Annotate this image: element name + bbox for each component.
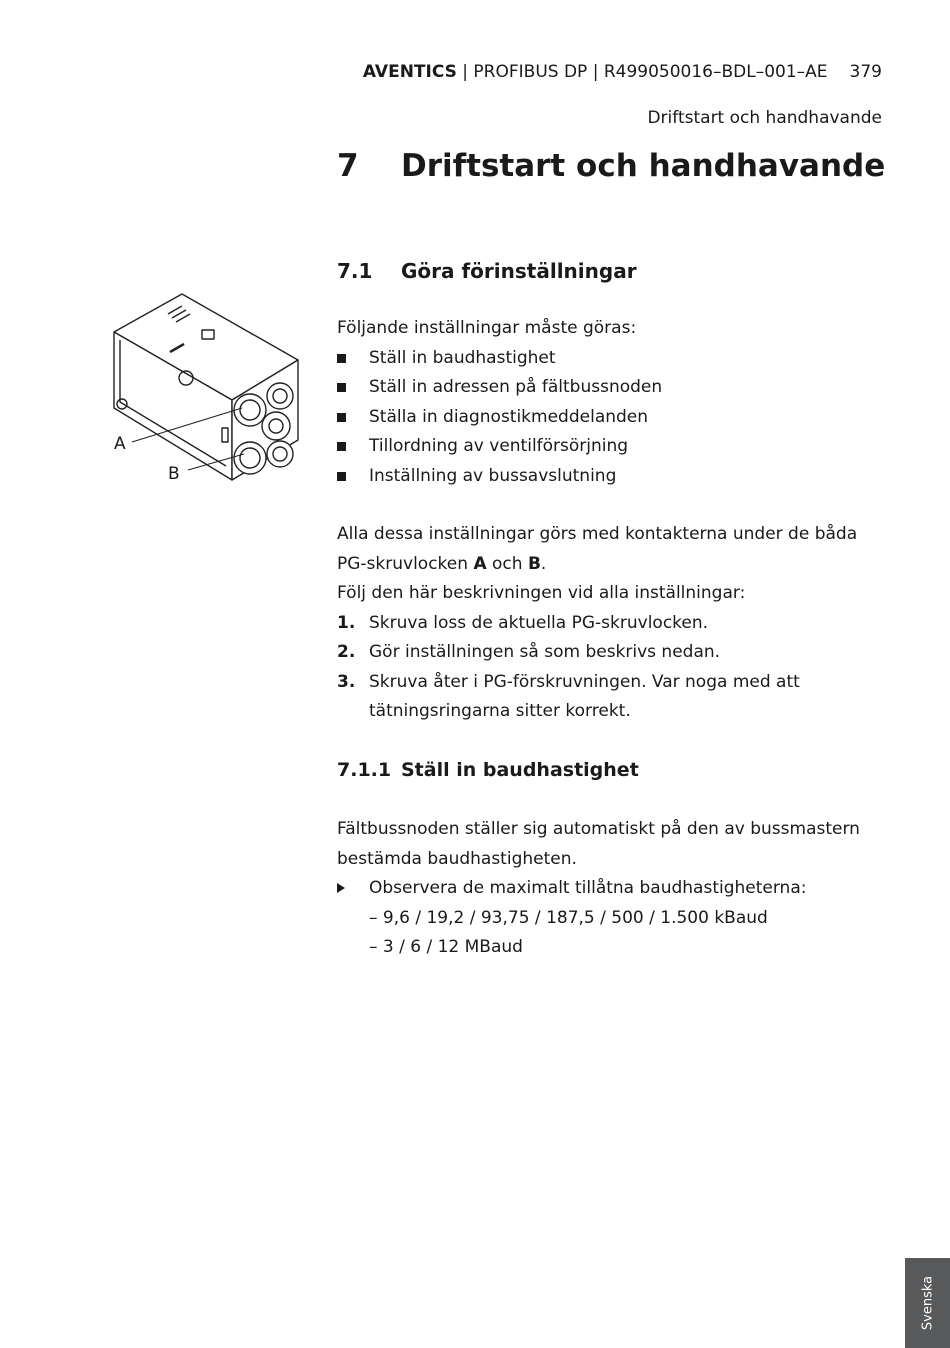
instruction-item: Observera de maximalt tillåtna baudhastigheterna:: [337, 874, 860, 904]
section-heading: [337, 259, 637, 283]
page-number: 379: [849, 62, 882, 82]
document-id: | PROFIBUS DP | R499050016–BDL–001–AE: [456, 62, 828, 82]
brand-name: AVENTICS: [362, 62, 457, 82]
chapter-title: Driftstart och handhavande: [401, 148, 886, 184]
list-item: Ställ in baudhastighet: [337, 344, 636, 374]
figure-label-b: B: [168, 464, 180, 484]
running-header: [363, 62, 882, 82]
square-bullet-icon: [337, 472, 346, 481]
step-item: 2. Gör inställningen så som beskrivs nedan.: [337, 642, 721, 662]
step-item: 3. Skruva åter i PG-förskruvningen. Var noga med att: [337, 671, 800, 692]
section-title: Göra förinställningar: [401, 259, 637, 283]
square-bullet-icon: [337, 354, 346, 363]
paragraph-line: bestämda baudhastigheten.: [337, 848, 577, 869]
fieldbus-node-figure: [110, 290, 310, 490]
square-bullet-icon: [337, 442, 346, 451]
step-item-continuation: tätningsringarna sitter korrekt.: [369, 701, 631, 721]
list-item: Inställning av bussavslutning: [337, 462, 636, 492]
square-bullet-icon: [337, 413, 346, 422]
chapter-number: 7: [337, 148, 359, 184]
paragraph-line: Följ den här beskrivningen vid alla inställningar:: [337, 583, 746, 603]
list-item: Ställa in diagnostikmeddelanden: [337, 403, 636, 433]
paragraph-line: Fältbussnoden ställer sig automatiskt på den av bussmastern: [337, 819, 860, 839]
step-item: 1. Skruva loss de aktuella PG-skruvlocken.: [337, 612, 709, 633]
subsection-title: Ställ in baudhastighet: [401, 759, 639, 781]
figure-label-a: A: [114, 434, 126, 454]
paragraph-line: Alla dessa inställningar görs med kontakterna under de båda: [337, 524, 858, 544]
list-item: Tillordning av ventilförsörjning: [337, 432, 636, 462]
chapter-heading: [337, 148, 885, 184]
language-tab-label: Svenska: [920, 1275, 935, 1331]
intro-text: Följande inställningar måste göras:: [337, 318, 637, 338]
square-bullet-icon: [337, 383, 346, 392]
settings-block: [337, 314, 663, 491]
arrow-bullet-icon: [337, 883, 345, 893]
rate-line: – 9,6 / 19,2 / 93,75 / 187,5 / 500 / 1.500 kBaud: [369, 907, 768, 928]
section-number: 7.1: [337, 259, 373, 283]
paragraph-line: PG-skruvlocken A och B.: [337, 553, 547, 574]
language-tab: [905, 1258, 950, 1348]
instructions-block: [337, 520, 857, 727]
running-section-title: Driftstart och handhavande: [647, 108, 882, 128]
subsection-number: 7.1.1: [337, 759, 392, 781]
rate-line: – 3 / 6 / 12 MBaud: [369, 937, 523, 957]
baud-block: [337, 815, 860, 963]
list-item: Ställ in adressen på fältbussnoden: [337, 373, 636, 403]
subsection-heading: [337, 759, 639, 781]
